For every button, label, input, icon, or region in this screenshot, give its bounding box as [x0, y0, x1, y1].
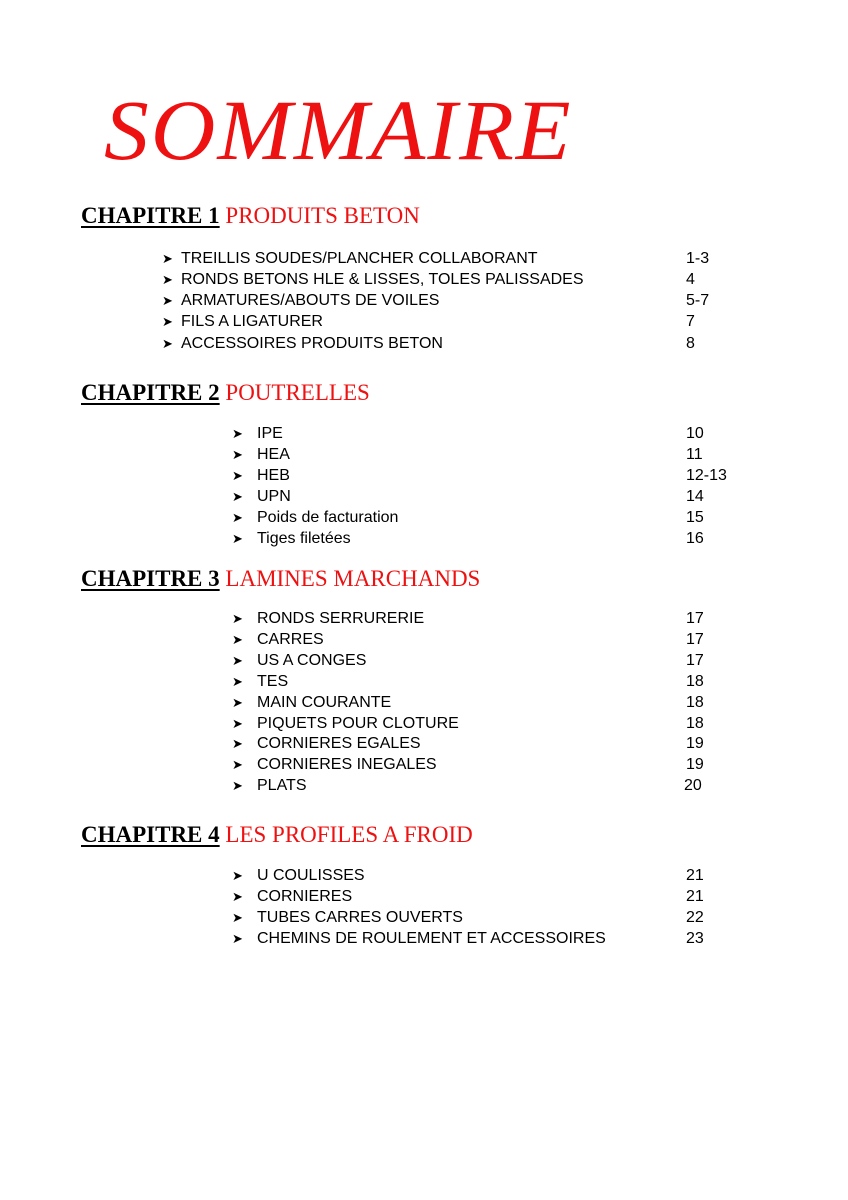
- toc-item-label: MAIN COURANTE: [257, 694, 392, 711]
- toc-item-label: CARRES: [257, 631, 324, 648]
- toc-item-label: CORNIERES EGALES: [257, 735, 421, 752]
- toc-item-label: CHEMINS DE ROULEMENT ET ACCESSOIRES: [257, 930, 606, 947]
- toc-item-pages: 5-7: [686, 292, 710, 309]
- arrowhead-bullet-icon: ➤: [162, 336, 173, 351]
- toc-item-pages: 17: [686, 610, 704, 627]
- chapter-3: [81, 565, 808, 794]
- toc-item-pages: 7: [686, 313, 695, 330]
- toc-item: [81, 629, 808, 650]
- arrowhead-bullet-icon: ➤: [232, 611, 243, 626]
- chapter-name: POUTRELLES: [225, 380, 370, 405]
- toc-item: [81, 290, 808, 311]
- arrowhead-bullet-icon: ➤: [232, 531, 243, 546]
- chapter-number: CHAPITRE 1: [81, 203, 220, 228]
- toc-item-pages: 18: [686, 694, 704, 711]
- chapter-name: LAMINES MARCHANDS: [225, 566, 481, 591]
- toc-item-label: TES: [257, 673, 289, 690]
- chapter-name: PRODUITS BETON: [225, 203, 420, 228]
- arrowhead-bullet-icon: ➤: [232, 447, 243, 462]
- toc-item-label: PIQUETS POUR CLOTURE: [257, 715, 459, 732]
- document-title: SOMMAIRE: [104, 82, 573, 178]
- toc-item: [81, 423, 808, 444]
- arrowhead-bullet-icon: ➤: [162, 251, 173, 266]
- arrowhead-bullet-icon: ➤: [232, 468, 243, 483]
- toc-item: [81, 775, 808, 796]
- arrowhead-bullet-icon: ➤: [232, 736, 243, 751]
- chapter-number: CHAPITRE 4: [81, 822, 220, 847]
- toc-item-pages: 18: [686, 715, 704, 732]
- toc-item-pages: 19: [686, 756, 704, 773]
- toc-item: [81, 269, 808, 290]
- toc-item: [81, 311, 808, 332]
- toc-item-label: CORNIERES INEGALES: [257, 756, 437, 773]
- arrowhead-bullet-icon: ➤: [232, 653, 243, 668]
- toc-item: [81, 333, 808, 354]
- toc-item-label: IPE: [257, 425, 283, 442]
- toc-item-pages: 10: [686, 425, 704, 442]
- toc-item: [81, 907, 808, 928]
- arrowhead-bullet-icon: ➤: [232, 510, 243, 525]
- toc-item: [81, 865, 808, 886]
- toc-item-label: ARMATURES/ABOUTS DE VOILES: [181, 292, 440, 309]
- chapter-2: [81, 379, 808, 547]
- toc-item: [81, 928, 808, 949]
- chapter-heading: [81, 565, 808, 593]
- toc-item: [81, 671, 808, 692]
- arrowhead-bullet-icon: ➤: [232, 632, 243, 647]
- toc-item: [81, 713, 808, 734]
- chapter-heading: [81, 821, 808, 849]
- toc-item-pages: 19: [686, 735, 704, 752]
- arrowhead-bullet-icon: ➤: [232, 716, 243, 731]
- toc-item-label: UPN: [257, 488, 291, 505]
- toc-item: [81, 465, 808, 486]
- toc-item-label: FILS A LIGATURER: [181, 313, 323, 330]
- toc-item-label: RONDS SERRURERIE: [257, 610, 425, 627]
- toc-item-pages: 15: [686, 509, 704, 526]
- chapter-number: CHAPITRE 2: [81, 380, 220, 405]
- toc-item-label: U COULISSES: [257, 867, 365, 884]
- toc-item: [81, 650, 808, 671]
- arrowhead-bullet-icon: ➤: [232, 778, 243, 793]
- toc-item-label: Tiges filetées: [257, 530, 351, 547]
- toc-item-pages: 1-3: [686, 250, 710, 267]
- toc-item-label: RONDS BETONS HLE & LISSES, TOLES PALISSADES: [181, 271, 584, 288]
- toc-item-pages: 20: [684, 777, 702, 794]
- arrowhead-bullet-icon: ➤: [232, 868, 243, 883]
- arrowhead-bullet-icon: ➤: [232, 889, 243, 904]
- arrowhead-bullet-icon: ➤: [232, 426, 243, 441]
- toc-item: [81, 733, 808, 754]
- chapter-heading: [81, 202, 808, 230]
- arrowhead-bullet-icon: ➤: [232, 757, 243, 772]
- toc-item: [81, 248, 808, 269]
- chapter-4: [81, 821, 808, 947]
- toc-item-label: HEB: [257, 467, 290, 484]
- toc-item-pages: 14: [686, 488, 704, 505]
- chapter-number: CHAPITRE 3: [81, 566, 220, 591]
- toc-item-pages: 17: [686, 631, 704, 648]
- toc-item-pages: 16: [686, 530, 704, 547]
- toc-item-label: US A CONGES: [257, 652, 367, 669]
- toc-item: [81, 507, 808, 528]
- chapter-1: [81, 202, 808, 352]
- chapter-heading: [81, 379, 808, 407]
- toc-item: [81, 754, 808, 775]
- toc-item-label: HEA: [257, 446, 290, 463]
- toc-item: [81, 528, 808, 549]
- toc-item-label: TUBES CARRES OUVERTS: [257, 909, 463, 926]
- toc-item: [81, 486, 808, 507]
- toc-item-pages: 21: [686, 867, 704, 884]
- toc-item-label: Poids de facturation: [257, 509, 399, 526]
- toc-item-label: TREILLIS SOUDES/PLANCHER COLLABORANT: [181, 250, 538, 267]
- arrowhead-bullet-icon: ➤: [232, 489, 243, 504]
- arrowhead-bullet-icon: ➤: [232, 695, 243, 710]
- toc-item-label: ACCESSOIRES PRODUITS BETON: [181, 335, 443, 352]
- toc-item: [81, 444, 808, 465]
- toc-item-pages: 8: [686, 335, 695, 352]
- toc-item-pages: 18: [686, 673, 704, 690]
- arrowhead-bullet-icon: ➤: [162, 314, 173, 329]
- toc-item: [81, 608, 808, 629]
- arrowhead-bullet-icon: ➤: [162, 272, 173, 287]
- toc-item-pages: 22: [686, 909, 704, 926]
- chapter-name: LES PROFILES A FROID: [225, 822, 473, 847]
- toc-item-pages: 21: [686, 888, 704, 905]
- arrowhead-bullet-icon: ➤: [232, 674, 243, 689]
- arrowhead-bullet-icon: ➤: [162, 293, 173, 308]
- toc-item-pages: 23: [686, 930, 704, 947]
- toc-item-label: CORNIERES: [257, 888, 353, 905]
- toc-item-pages: 17: [686, 652, 704, 669]
- toc-item-label: PLATS: [257, 777, 307, 794]
- toc-item-pages: 11: [686, 446, 703, 463]
- toc-item: [81, 692, 808, 713]
- arrowhead-bullet-icon: ➤: [232, 931, 243, 946]
- toc-item-pages: 12-13: [686, 467, 727, 484]
- toc-item: [81, 886, 808, 907]
- toc-item-pages: 4: [686, 271, 695, 288]
- arrowhead-bullet-icon: ➤: [232, 910, 243, 925]
